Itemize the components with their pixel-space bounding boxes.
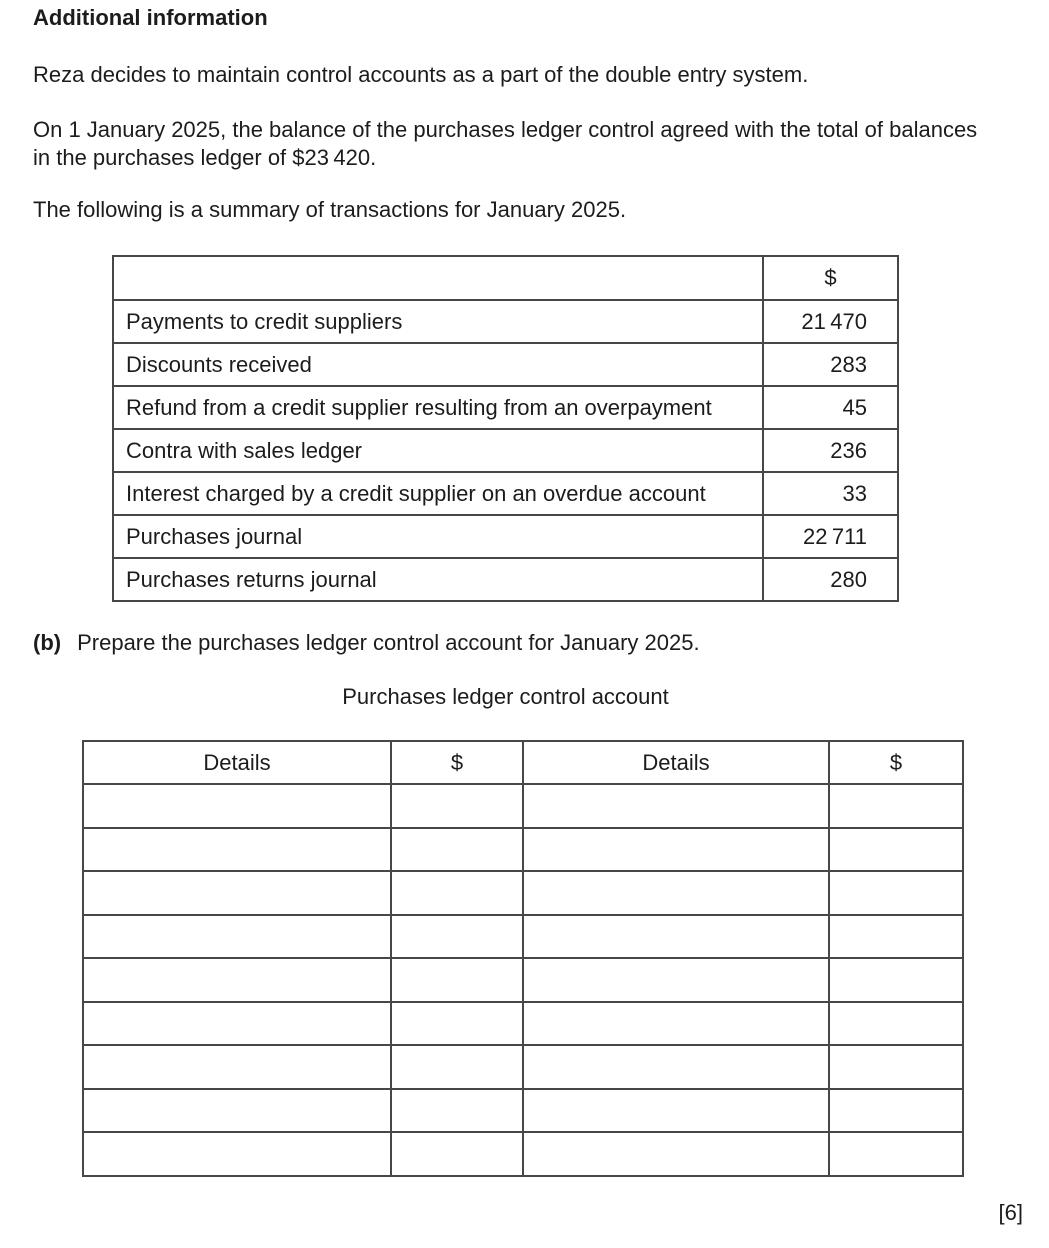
marks-badge: [6] — [998, 1200, 1023, 1225]
section-heading: Additional information — [33, 5, 268, 30]
answer-empty-cell — [523, 1089, 829, 1133]
transactions-summary-table — [112, 255, 899, 602]
answer-empty-cell — [391, 958, 523, 1002]
question-b-line — [33, 630, 700, 656]
account-title: Purchases ledger control account — [342, 684, 669, 709]
answer-empty-cell — [391, 1045, 523, 1089]
answer-empty-cell — [391, 871, 523, 915]
answer-empty-cell — [523, 1132, 829, 1176]
summary-row-amount: 33 — [763, 472, 898, 515]
answer-empty-cell — [829, 784, 963, 828]
answer-table — [82, 740, 964, 1177]
answer-table-header-row — [83, 741, 963, 784]
answer-empty-row — [83, 1045, 963, 1089]
answer-empty-row — [83, 1132, 963, 1176]
answer-grid — [82, 740, 964, 1177]
opening-balance-line2: in the purchases ledger of $23 420. — [33, 145, 377, 170]
answer-empty-cell — [391, 1089, 523, 1133]
answer-empty-cell — [391, 828, 523, 872]
answer-empty-cell — [391, 915, 523, 959]
summary-row — [113, 343, 898, 386]
summary-row-label: Contra with sales ledger — [113, 429, 763, 472]
answer-empty-row — [83, 915, 963, 959]
summary-row-label: Payments to credit suppliers — [113, 300, 763, 343]
answer-empty-cell — [83, 871, 391, 915]
summary-header-empty-cell — [113, 256, 763, 300]
answer-empty-cell — [829, 958, 963, 1002]
answer-empty-row — [83, 828, 963, 872]
answer-empty-cell — [829, 1089, 963, 1133]
summary-header-row — [113, 256, 898, 300]
answer-empty-cell — [83, 828, 391, 872]
answer-empty-cell — [83, 1045, 391, 1089]
answer-empty-cell — [391, 784, 523, 828]
opening-balance-paragraph — [33, 116, 1038, 172]
summary-row-label: Purchases journal — [113, 515, 763, 558]
answer-empty-cell — [523, 871, 829, 915]
answer-empty-cell — [83, 784, 391, 828]
answer-header-amount: $ — [391, 741, 523, 784]
summary-row — [113, 472, 898, 515]
answer-empty-cell — [391, 1002, 523, 1046]
answer-empty-cell — [829, 1132, 963, 1176]
answer-empty-cell — [83, 1002, 391, 1046]
summary-header-currency-cell: $ — [763, 256, 898, 300]
summary-row-amount: 280 — [763, 558, 898, 601]
answer-header-details: Details — [83, 741, 391, 784]
question-b-label: (b) — [33, 630, 62, 655]
answer-table-body — [83, 784, 963, 1176]
summary-row — [113, 429, 898, 472]
transactions-summary-grid — [112, 255, 899, 602]
answer-empty-cell — [83, 1132, 391, 1176]
answer-empty-cell — [523, 1002, 829, 1046]
answer-empty-cell — [523, 915, 829, 959]
answer-empty-cell — [829, 828, 963, 872]
intro-paragraph: Reza decides to maintain control accounts as a part of the double entry system. — [33, 62, 809, 87]
summary-row-label: Interest charged by a credit supplier on an overdue account — [113, 472, 763, 515]
opening-balance-line1: On 1 January 2025, the balance of the purchases ledger control agreed with the total of balances — [33, 117, 978, 142]
answer-empty-row — [83, 1089, 963, 1133]
summary-row-label: Discounts received — [113, 343, 763, 386]
answer-empty-cell — [391, 1132, 523, 1176]
summary-row — [113, 386, 898, 429]
summary-row-label: Purchases returns journal — [113, 558, 763, 601]
answer-empty-cell — [83, 958, 391, 1002]
answer-empty-cell — [523, 1045, 829, 1089]
answer-empty-cell — [829, 915, 963, 959]
answer-empty-cell — [83, 915, 391, 959]
answer-empty-row — [83, 1002, 963, 1046]
summary-row-label: Refund from a credit supplier resulting from an overpayment — [113, 386, 763, 429]
answer-empty-cell — [523, 784, 829, 828]
answer-empty-cell — [829, 1045, 963, 1089]
answer-empty-cell — [523, 958, 829, 1002]
summary-row-amount: 21 470 — [763, 300, 898, 343]
summary-row-amount: 283 — [763, 343, 898, 386]
answer-empty-cell — [523, 828, 829, 872]
answer-empty-row — [83, 871, 963, 915]
question-b-text: Prepare the purchases ledger control account for January 2025. — [77, 630, 700, 655]
summary-intro-paragraph: The following is a summary of transactions for January 2025. — [33, 197, 627, 222]
answer-empty-cell — [829, 1002, 963, 1046]
summary-row — [113, 558, 898, 601]
summary-row-amount: 45 — [763, 386, 898, 429]
answer-empty-cell — [829, 871, 963, 915]
answer-empty-row — [83, 784, 963, 828]
summary-row-amount: 236 — [763, 429, 898, 472]
summary-row — [113, 515, 898, 558]
summary-row-amount: 22 711 — [763, 515, 898, 558]
summary-row — [113, 300, 898, 343]
answer-header-details: Details — [523, 741, 829, 784]
summary-table-body — [113, 300, 898, 601]
answer-header-amount: $ — [829, 741, 963, 784]
answer-empty-cell — [83, 1089, 391, 1133]
answer-empty-row — [83, 958, 963, 1002]
